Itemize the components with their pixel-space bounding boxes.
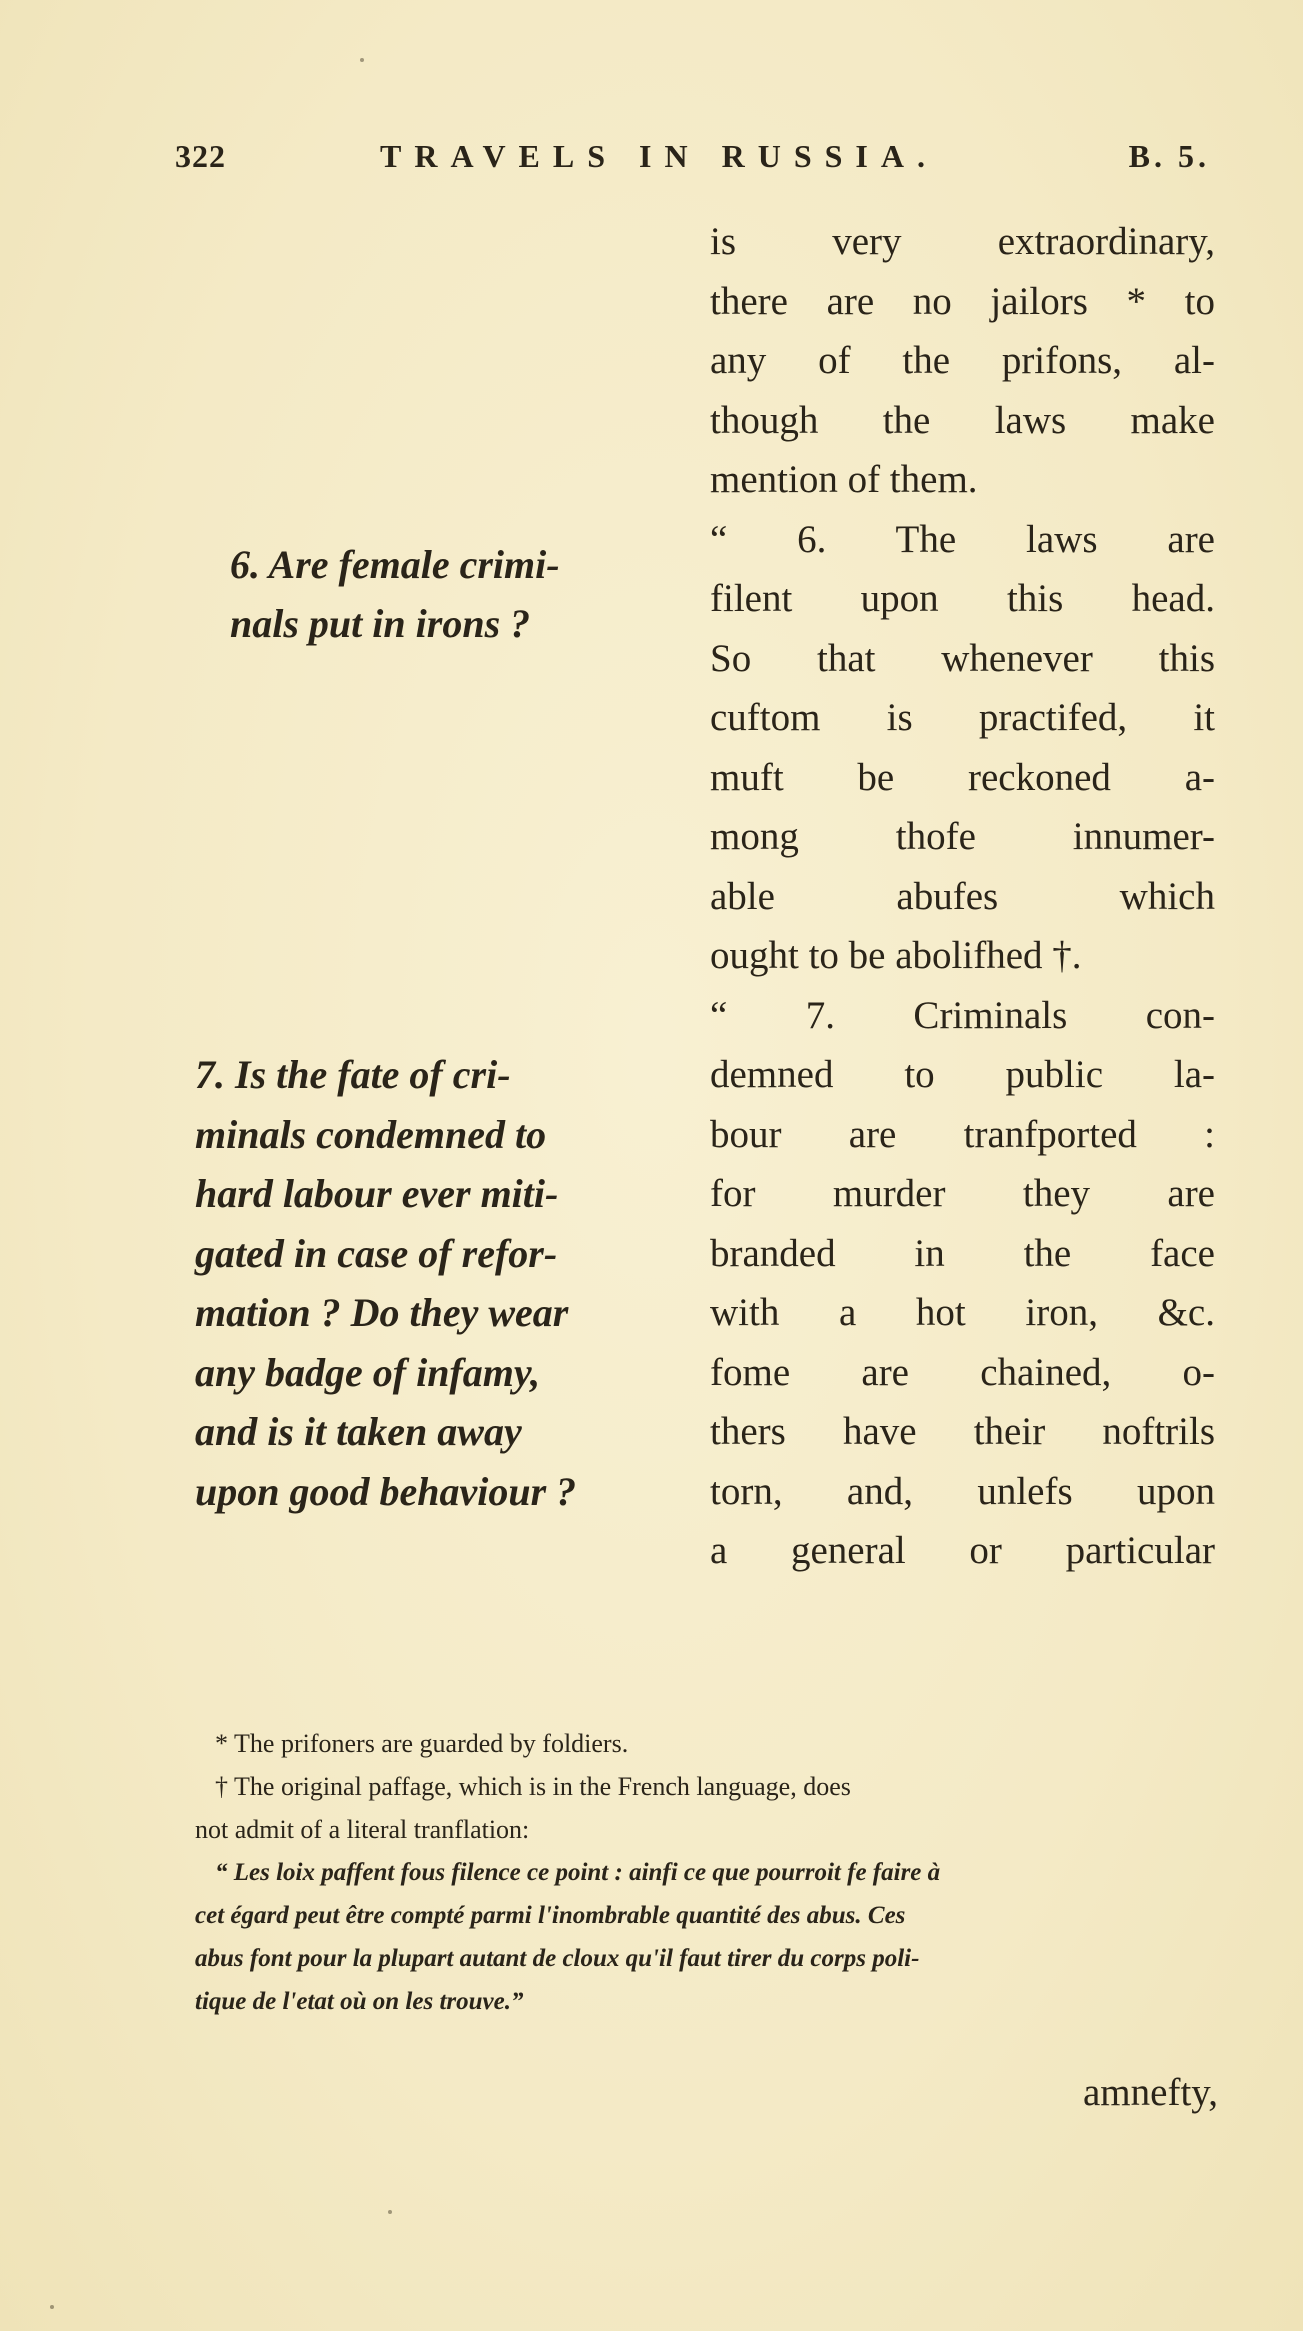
footnote-2: † The original paffage, which is in the French language, does bbox=[215, 1772, 851, 1801]
question-line: mation ? Do they wear bbox=[195, 1290, 569, 1335]
paper-speck bbox=[50, 2305, 54, 2309]
text-line: with a hot iron, &c. bbox=[710, 1291, 1215, 1334]
text-line: demned to public la- bbox=[710, 1053, 1215, 1096]
text-line: filent upon this head. bbox=[710, 577, 1215, 620]
paper-speck bbox=[360, 58, 364, 62]
text-line: there are no jailors * to bbox=[710, 279, 1215, 323]
text-line: bour are tranfported : bbox=[710, 1112, 1215, 1156]
text-line: mong thofe innumer- bbox=[710, 815, 1215, 858]
question-line: gated in case of refor- bbox=[195, 1230, 558, 1276]
footnote-french-quote: abus font pour la plupart autant de cloux qu'il faut tirer du corps poli- bbox=[195, 1945, 920, 1972]
text-line: any of the prifons, al- bbox=[710, 339, 1215, 382]
question-line: hard labour ever miti- bbox=[195, 1171, 559, 1216]
text-line: muft be reckoned a- bbox=[710, 755, 1215, 799]
running-title: TRAVELS IN RUSSIA. bbox=[380, 138, 938, 174]
question-line: 7. Is the fate of cri- bbox=[195, 1052, 511, 1097]
text-line: So that whenever this bbox=[710, 636, 1215, 680]
text-line: able abufes which bbox=[710, 874, 1215, 918]
question-line: any badge of infamy, bbox=[195, 1349, 541, 1395]
text-line: though the laws make bbox=[710, 398, 1215, 442]
text-line: mention of them. bbox=[710, 458, 978, 501]
question-line: nals put in irons ? bbox=[230, 601, 531, 646]
footnote-french-quote: cet égard peut être compté parmi l'inombrable quantité des abus. Ces bbox=[195, 1902, 906, 1929]
text-line: “ 7. Criminals con- bbox=[710, 993, 1215, 1037]
question-line: upon good behaviour ? bbox=[195, 1468, 577, 1514]
footnote-2-continued: not admit of a literal tranflation: bbox=[195, 1815, 530, 1844]
text-line: is very extraordinary, bbox=[710, 220, 1215, 263]
text-line: branded in the face bbox=[710, 1231, 1215, 1275]
text-line: “ 6. The laws are bbox=[710, 517, 1215, 561]
paper-speck bbox=[388, 2210, 392, 2214]
text-line: thers have their noftrils bbox=[710, 1410, 1215, 1453]
question-line: minals condemned to bbox=[195, 1111, 547, 1157]
footnote-french-quote: tique de l'etat où on les trouve.” bbox=[195, 1988, 524, 2015]
question-7 bbox=[195, 1045, 665, 1521]
question-line: and is it taken away bbox=[195, 1409, 522, 1454]
text-line: ought to be abolifhed †. bbox=[710, 934, 1082, 977]
footnotes bbox=[195, 1722, 1215, 2023]
page-number: 322 bbox=[175, 138, 226, 174]
footnote-french-quote: “ Les loix paffent fous filence ce point : ainfi ce que pourroit fe faire à bbox=[215, 1859, 941, 1886]
text-line: for murder they are bbox=[710, 1172, 1215, 1215]
question-line: 6. Are female crimi- bbox=[230, 542, 560, 587]
question-6 bbox=[230, 535, 700, 653]
text-line: a general or particular bbox=[710, 1529, 1215, 1572]
footnote-1: * The prifoners are guarded by foldiers. bbox=[215, 1729, 629, 1758]
text-line: cuftom is practifed, it bbox=[710, 696, 1215, 739]
book-reference: B. 5. bbox=[1128, 138, 1210, 174]
text-line: torn, and, unlefs upon bbox=[710, 1469, 1215, 1513]
text-line: fome are chained, o- bbox=[710, 1350, 1215, 1394]
catchword: amnefty, bbox=[1083, 2071, 1218, 2114]
page-header bbox=[175, 138, 1210, 188]
main-text-column bbox=[710, 212, 1215, 1581]
